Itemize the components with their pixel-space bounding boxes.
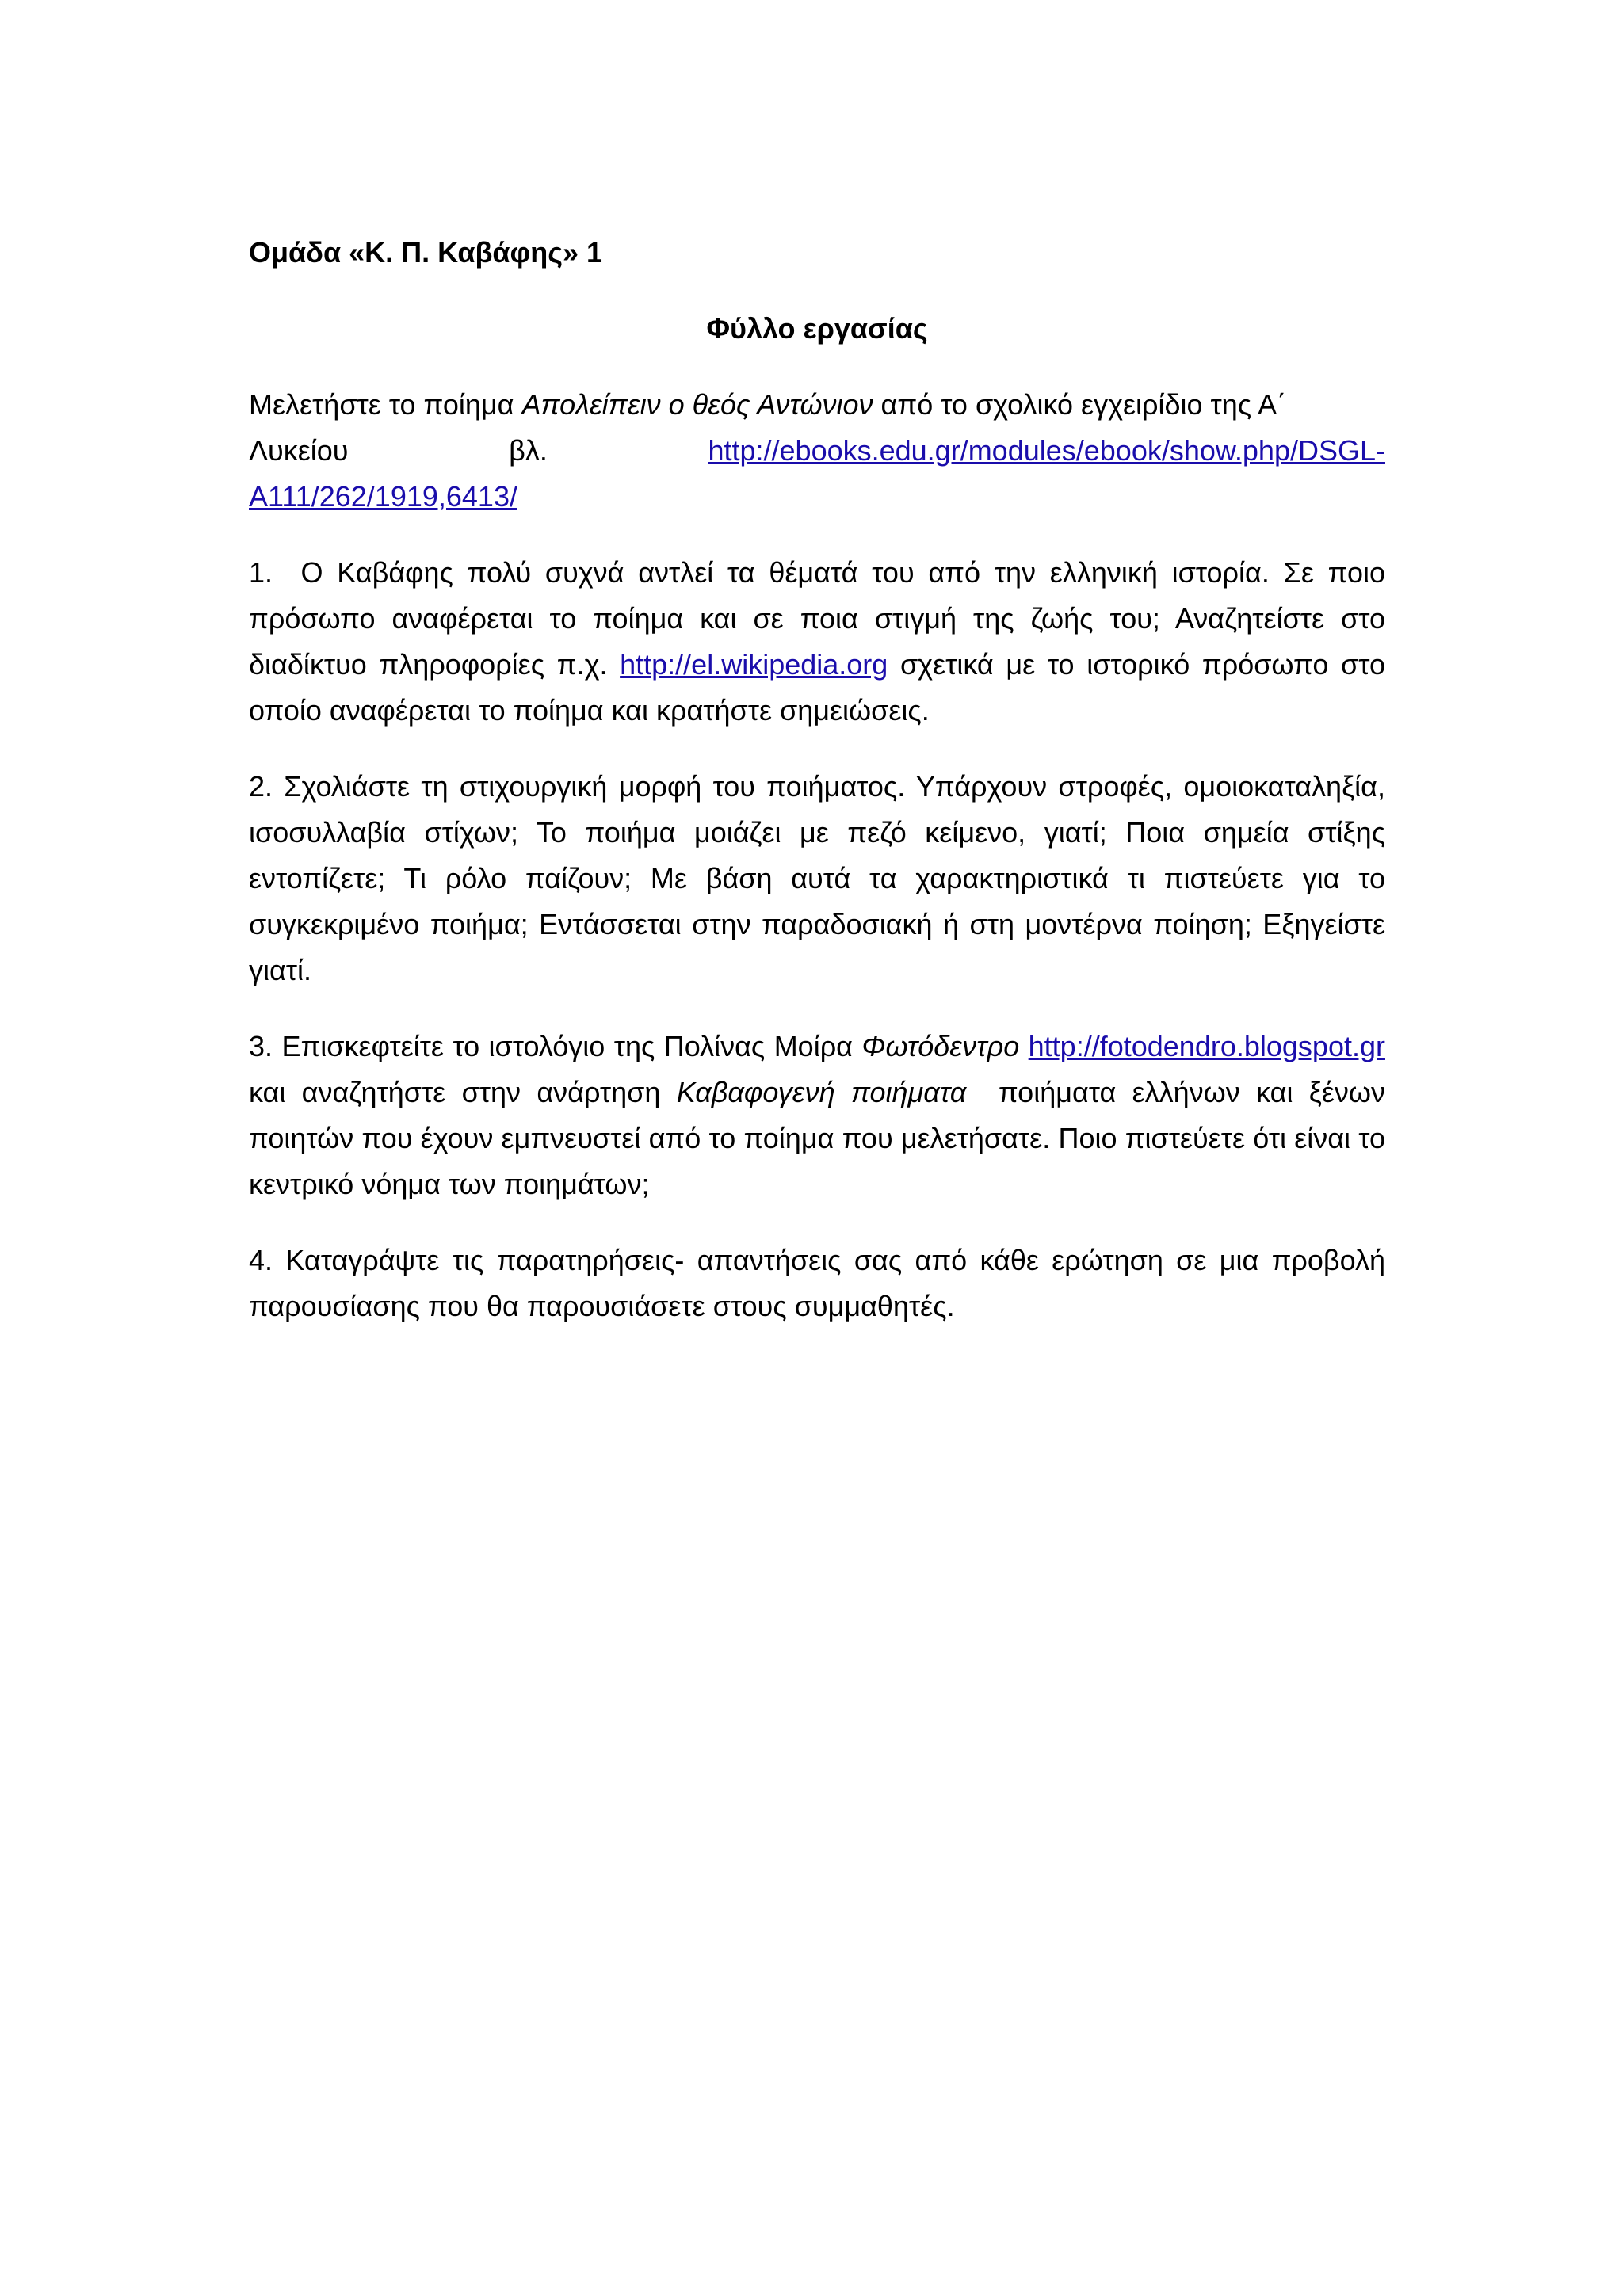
question-1 [249,550,1385,734]
intro-text-after-title: από το σχολικό εγχειρίδιο της Α΄ [873,388,1287,421]
question-4: 4. Καταγράψτε τις παρατηρήσεις- απαντήσεις σας από κάθε ερώτηση σε μια προβολή παρουσίασης που θα παρουσιάσετε στους συμμαθητές. [249,1244,1385,1322]
intro-line-2 [249,428,1385,474]
poem-title: Απολείπειν ο θεός Αντώνιον [521,388,873,421]
wikipedia-link[interactable]: http://el.wikipedia.org [620,648,888,681]
intro-line-1 [249,382,1385,428]
ebook-link-part1[interactable]: http://ebooks.edu.gr/modules/ebook/show.php/DSGL- [708,434,1385,467]
blog-name: Φωτόδεντρο [861,1030,1020,1062]
question-3-text-end: ποιήματα ελλήνων και ξένων ποιητών που έχουν εμπνευστεί από το ποίημα που μελετήσατε. Ποιο πιστεύετε ότι είναι το κεντρικό νόημα των ποιημάτων; [249,1076,1394,1200]
question-3-text-middle: και αναζητήστε στην ανάρτηση [249,1076,677,1108]
question-1-number: 1. [249,556,273,589]
question-3 [249,1024,1394,1207]
ebook-link-part2[interactable]: A111/262/1919,6413/ [249,480,517,513]
fotodendro-link[interactable]: http://fotodendro.blogspot.gr [1028,1030,1385,1062]
worksheet-title: Φύλλο εργασίας [706,312,928,345]
intro-line-3 [249,474,1385,520]
group-title: Ομάδα «Κ. Π. Καβάφης» 1 [249,236,603,269]
post-title: Καβαφογενή ποιήματα [676,1076,967,1108]
question-2: 2. Σχολιάστε τη στιχουργική μορφή του ποιήματος. Υπάρχουν στροφές, ομοιοκαταληξία, ισοσυλλαβία στίχων; Το ποιήμα μοιάζει με πεζό κείμενο, γιατί; Ποια σημεία στίξης εντοπίζετε; Τι ρόλο παίζουν; Με βάση αυτά τα χαρακτηριστικά τι πιστεύετε για το συγκεκριμένο ποιήμα; Εντάσσεται στην παραδοσιακή ή στη μοντέρνα ποίηση; Εξηγείστε γιατί. [249,770,1385,986]
intro-text-before-title: Μελετήστε το ποίημα [249,388,522,421]
document-body [249,230,1394,1329]
question-1-text-end: σχετικά με το ιστορικό πρόσωπο στο οποίο αναφέρεται το ποίημα και κρατήστε σημειώσεις. [249,648,1385,727]
word-lykeiou: Λυκείου [249,434,349,467]
question-3-text-start: 3. Επισκεφτείτε το ιστολόγιο της Πολίνας Μοίρα [249,1030,862,1062]
word-vl: βλ. [509,434,548,467]
intro-paragraph [249,382,1385,520]
question-1-text-start: Ο Καβάφης πολύ συχνά αντλεί τα θέματά του από την ελληνική ιστορία. Σε ποιο πρόσωπο αναφέρεται το ποίημα και σε ποια στιγμή της ζωής του; Αναζητείστε στο διαδίκτυο πληροφορίες π.χ. [249,556,1385,681]
